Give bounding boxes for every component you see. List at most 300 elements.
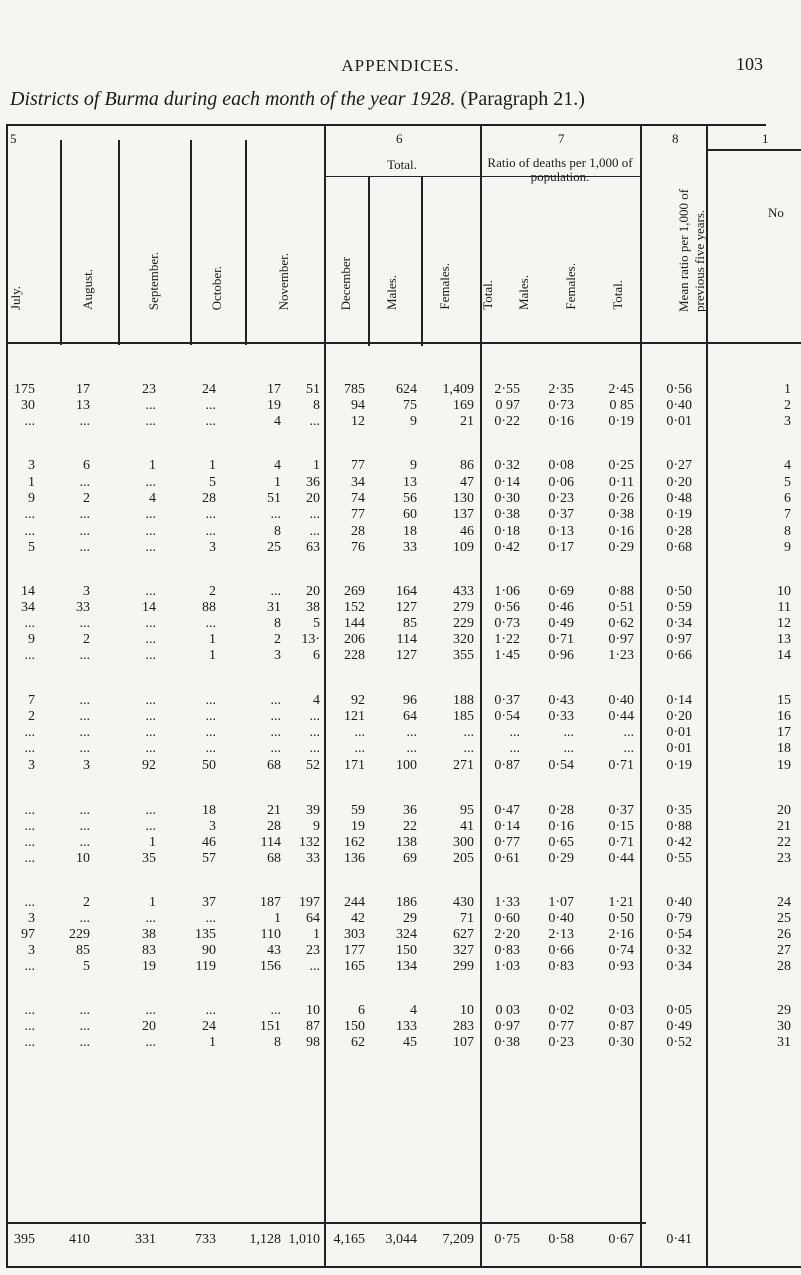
table-cell: 19	[267, 398, 281, 413]
table-cell: 114	[396, 632, 417, 647]
table-row	[0, 959, 801, 979]
row-number: 18	[777, 741, 791, 756]
table-cell: 324	[396, 927, 417, 942]
row-number: 19	[777, 758, 791, 773]
table-cell: 64	[403, 709, 417, 724]
table-cell: 43	[267, 943, 281, 958]
total-cell: 410	[69, 1232, 90, 1247]
table-cell: 177	[344, 943, 365, 958]
total-cell: 3,044	[385, 1232, 417, 1247]
table-cell: ...	[205, 616, 216, 631]
table-row	[0, 540, 801, 560]
table-cell: 1·22	[494, 632, 520, 647]
table-cell: 60	[403, 507, 417, 522]
table-cell: 0·88	[666, 819, 692, 834]
table-cell: 3	[209, 819, 216, 834]
table-cell: 71	[460, 911, 474, 926]
table-cell: 12	[351, 414, 365, 429]
table-cell: 0·29	[608, 540, 634, 555]
table-cell: 8	[313, 398, 320, 413]
table-cell: ...	[309, 524, 320, 539]
row-number: 4	[784, 458, 791, 473]
table-cell: 206	[344, 632, 365, 647]
table-cell: ...	[145, 1035, 156, 1050]
col-rule	[368, 176, 370, 346]
table-cell: 197	[299, 895, 320, 910]
row-number: 31	[777, 1035, 791, 1050]
table-cell: ...	[309, 709, 320, 724]
table-cell: 171	[344, 758, 365, 773]
table-cell: ...	[79, 725, 90, 740]
table-cell: 134	[396, 959, 417, 974]
table-cell: 0·44	[608, 851, 634, 866]
col-header-november: November.	[276, 252, 291, 310]
row-number: 6	[784, 491, 791, 506]
table-cell: 2·20	[494, 927, 520, 942]
table-cell: 57	[202, 851, 216, 866]
table-cell: 33	[306, 851, 320, 866]
table-cell: 109	[453, 540, 474, 555]
table-title	[10, 88, 585, 111]
row-number: 25	[777, 911, 791, 926]
table-cell: 19	[351, 819, 365, 834]
total-cell: 7,209	[442, 1232, 474, 1247]
table-cell: 0·68	[666, 540, 692, 555]
table-cell: ...	[270, 709, 281, 724]
table-cell: 0·49	[548, 616, 574, 631]
row-number: 2	[784, 398, 791, 413]
table-cell: 188	[453, 693, 474, 708]
table-cell: ...	[79, 819, 90, 834]
table-cell: ...	[79, 1019, 90, 1034]
table-cell: ...	[24, 1003, 35, 1018]
table-cell: 3	[209, 540, 216, 555]
table-cell: 151	[260, 1019, 281, 1034]
table-cell: 2·55	[494, 382, 520, 397]
table-cell: 0·18	[494, 524, 520, 539]
col-header-december: December	[338, 256, 353, 310]
table-cell: 0·32	[494, 458, 520, 473]
table-cell: 121	[344, 709, 365, 724]
table-cell: 300	[453, 835, 474, 850]
table-row	[0, 1035, 801, 1055]
table-cell: 0·20	[666, 709, 692, 724]
table-cell: ...	[270, 725, 281, 740]
table-cell: 13	[403, 475, 417, 490]
total-cell: 395	[14, 1232, 35, 1247]
table-cell: 0·44	[608, 709, 634, 724]
table-cell: 0·77	[548, 1019, 574, 1034]
table-cell: ...	[354, 741, 365, 756]
table-cell: 5	[209, 475, 216, 490]
table-cell: 85	[403, 616, 417, 631]
table-cell: 137	[453, 507, 474, 522]
row-number: 1	[784, 382, 791, 397]
title-paragraph-ref: (Paragraph 21.)	[460, 88, 585, 110]
row-number: 22	[777, 835, 791, 850]
table-cell: 0·42	[666, 835, 692, 850]
table-cell: 1	[209, 1035, 216, 1050]
table-cell: 28	[202, 491, 216, 506]
col-header-july: July.	[8, 285, 23, 310]
table-cell: 2·35	[548, 382, 574, 397]
table-cell: 0·01	[666, 414, 692, 429]
table-cell: 0·46	[548, 600, 574, 615]
total-cell: 1,128	[249, 1232, 281, 1247]
column-number: 1	[762, 131, 769, 146]
table-cell: ...	[270, 507, 281, 522]
table-cell: ...	[145, 803, 156, 818]
table-cell: 1	[209, 632, 216, 647]
table-cell: 9	[28, 632, 35, 647]
table-cell: ...	[24, 648, 35, 663]
table-cell: 100	[396, 758, 417, 773]
table-cell: 45	[403, 1035, 417, 1050]
table-cell: 0·60	[494, 911, 520, 926]
table-cell: 9	[410, 414, 417, 429]
row-number: 15	[777, 693, 791, 708]
table-cell: ...	[79, 540, 90, 555]
group-header-ratio: Ratio of deaths per 1,000 of population.	[487, 155, 633, 184]
table-cell: ...	[24, 803, 35, 818]
running-header: APPENDICES.	[341, 56, 460, 75]
table-cell: 68	[267, 758, 281, 773]
table-cell: 0·65	[548, 835, 574, 850]
table-cell: 133	[396, 1019, 417, 1034]
table-cell: 50	[202, 758, 216, 773]
table-cell: ...	[309, 725, 320, 740]
table-cell: 0·37	[494, 693, 520, 708]
table-cell: 271	[453, 758, 474, 773]
table-cell: 0·96	[548, 648, 574, 663]
table-cell: 46	[460, 524, 474, 539]
table-cell: 25	[267, 540, 281, 555]
top-rule	[6, 124, 766, 126]
table-cell: 127	[396, 600, 417, 615]
table-cell: 68	[267, 851, 281, 866]
table-cell: 0·16	[548, 414, 574, 429]
table-cell: 20	[306, 584, 320, 599]
table-cell: 627	[453, 927, 474, 942]
col-header-september: September.	[146, 251, 161, 310]
table-cell: 0·01	[666, 741, 692, 756]
row-number: 29	[777, 1003, 791, 1018]
row-number: 7	[784, 507, 791, 522]
table-cell: 0·40	[608, 693, 634, 708]
table-cell: 0·66	[666, 648, 692, 663]
col-header-males-ratio: Males.	[516, 274, 531, 310]
table-cell: 3	[83, 584, 90, 599]
table-cell: ...	[79, 835, 90, 850]
table-cell: 97	[21, 927, 35, 942]
table-cell: 0·28	[666, 524, 692, 539]
col-header-no: No	[768, 205, 784, 220]
row-number: 30	[777, 1019, 791, 1034]
header-rule	[6, 342, 801, 344]
table-cell: 303	[344, 927, 365, 942]
table-cell: 0·51	[608, 600, 634, 615]
totals-row	[0, 1232, 801, 1252]
table-cell: 95	[460, 803, 474, 818]
table-cell: 162	[344, 835, 365, 850]
table-cell: 18	[403, 524, 417, 539]
table-cell: 6	[83, 458, 90, 473]
table-cell: 35	[142, 851, 156, 866]
table-cell: 0·30	[494, 491, 520, 506]
table-cell: 186	[396, 895, 417, 910]
table-cell: 9	[410, 458, 417, 473]
table-cell: 144	[344, 616, 365, 631]
table-cell: 0·52	[666, 1035, 692, 1050]
table-cell: 8	[274, 524, 281, 539]
table-cell: 0 97	[495, 398, 520, 413]
table-cell: 327	[453, 943, 474, 958]
table-cell: ...	[309, 741, 320, 756]
table-cell: 0·79	[666, 911, 692, 926]
table-cell: 0·19	[666, 507, 692, 522]
table-cell: 164	[396, 584, 417, 599]
table-cell: 28	[351, 524, 365, 539]
table-cell: ...	[205, 911, 216, 926]
table-cell: ...	[270, 741, 281, 756]
table-cell: 1·45	[494, 648, 520, 663]
row-number: 24	[777, 895, 791, 910]
table-cell: 31	[267, 600, 281, 615]
table-row	[0, 414, 801, 434]
table-cell: 119	[195, 959, 216, 974]
table-cell: 33	[403, 540, 417, 555]
table-cell: 433	[453, 584, 474, 599]
row-number: 13	[777, 632, 791, 647]
table-cell: 14	[21, 584, 35, 599]
table-row	[0, 851, 801, 871]
table-cell: 0·56	[494, 600, 520, 615]
table-cell: 10	[460, 1003, 474, 1018]
table-cell: 320	[453, 632, 474, 647]
table-cell: 0·59	[666, 600, 692, 615]
table-cell: 3	[83, 758, 90, 773]
table-cell: ...	[145, 725, 156, 740]
total-cell: 733	[195, 1232, 216, 1247]
table-cell: ...	[79, 803, 90, 818]
table-cell: ...	[463, 741, 474, 756]
row-number: 5	[784, 475, 791, 490]
table-row	[0, 758, 801, 778]
table-cell: ...	[24, 414, 35, 429]
table-cell: ...	[24, 895, 35, 910]
table-cell: 5	[28, 540, 35, 555]
table-cell: 0·87	[608, 1019, 634, 1034]
table-cell: 21	[460, 414, 474, 429]
table-cell: ...	[270, 584, 281, 599]
table-cell: 0·19	[608, 414, 634, 429]
table-cell: 1·06	[494, 584, 520, 599]
row-number: 27	[777, 943, 791, 958]
table-cell: 18	[202, 803, 216, 818]
col-header-mean-ratio: Mean ratio per 1,000 of previous five years.	[676, 188, 707, 312]
table-cell: ...	[24, 741, 35, 756]
table-cell: 10	[76, 851, 90, 866]
table-cell: 0·77	[494, 835, 520, 850]
table-cell: 0·34	[666, 616, 692, 631]
table-cell: 20	[306, 491, 320, 506]
table-cell: 3	[28, 943, 35, 958]
table-cell: 0·15	[608, 819, 634, 834]
table-cell: 430	[453, 895, 474, 910]
table-cell: 29	[403, 911, 417, 926]
table-cell: ...	[406, 725, 417, 740]
table-cell: 0·71	[608, 835, 634, 850]
group-header-total: Total.	[387, 157, 417, 172]
total-cell: 331	[135, 1232, 156, 1247]
table-cell: 0·40	[548, 911, 574, 926]
table-cell: 36	[306, 475, 320, 490]
table-cell: 0·54	[494, 709, 520, 724]
table-cell: ...	[79, 524, 90, 539]
col-header-males-total: Males.	[384, 274, 399, 310]
table-cell: 75	[403, 398, 417, 413]
table-cell: 0·14	[666, 693, 692, 708]
table-cell: 0·66	[548, 943, 574, 958]
table-cell: 3	[28, 758, 35, 773]
table-cell: 0·22	[494, 414, 520, 429]
table-cell: 9	[313, 819, 320, 834]
row-number: 16	[777, 709, 791, 724]
table-cell: 64	[306, 911, 320, 926]
table-cell: ...	[205, 524, 216, 539]
table-cell: 77	[351, 458, 365, 473]
table-cell: ...	[145, 524, 156, 539]
table-cell: ...	[24, 851, 35, 866]
table-cell: 85	[76, 943, 90, 958]
table-cell: 33	[76, 600, 90, 615]
table-cell: 0·62	[608, 616, 634, 631]
table-cell: 52	[306, 758, 320, 773]
table-cell: ...	[145, 584, 156, 599]
table-cell: 36	[403, 803, 417, 818]
table-cell: 0·02	[548, 1003, 574, 1018]
table-cell: ...	[309, 959, 320, 974]
col-rule	[245, 140, 247, 345]
table-cell: ...	[205, 1003, 216, 1018]
table-cell: 150	[396, 943, 417, 958]
table-cell: ...	[623, 725, 634, 740]
table-cell: 7	[28, 693, 35, 708]
table-cell: 20	[142, 1019, 156, 1034]
title-text: Districts of Burma during each month of the year 1928.	[10, 88, 456, 110]
table-cell: 1	[209, 458, 216, 473]
table-cell: 150	[344, 1019, 365, 1034]
table-cell: ...	[463, 725, 474, 740]
table-cell: 13	[76, 398, 90, 413]
table-cell: 0 03	[495, 1003, 520, 1018]
table-cell: ...	[205, 414, 216, 429]
table-cell: 0·17	[548, 540, 574, 555]
table-cell: 0·83	[494, 943, 520, 958]
table-cell: 23	[142, 382, 156, 397]
table-cell: 24	[202, 1019, 216, 1034]
table-cell: 0·25	[608, 458, 634, 473]
table-cell: ...	[24, 1019, 35, 1034]
table-cell: 1	[313, 927, 320, 942]
table-cell: 0·06	[548, 475, 574, 490]
table-cell: 4	[274, 458, 281, 473]
table-cell: 1·33	[494, 895, 520, 910]
table-cell: 10	[306, 1003, 320, 1018]
table-cell: 17	[76, 382, 90, 397]
table-cell: 42	[351, 911, 365, 926]
table-cell: 0·11	[608, 475, 634, 490]
table-cell: ...	[145, 414, 156, 429]
table-cell: ...	[24, 1035, 35, 1050]
table-cell: 2	[28, 709, 35, 724]
table-cell: ...	[79, 616, 90, 631]
row-number: 8	[784, 524, 791, 539]
table-cell: 4	[410, 1003, 417, 1018]
table-cell: 283	[453, 1019, 474, 1034]
col-rule	[118, 140, 120, 345]
table-cell: ...	[24, 959, 35, 974]
table-cell: 152	[344, 600, 365, 615]
table-cell: 127	[396, 648, 417, 663]
table-cell: 0·32	[666, 943, 692, 958]
table-cell: 0·13	[548, 524, 574, 539]
col-header-august: August.	[80, 269, 95, 310]
table-cell: ...	[205, 507, 216, 522]
table-cell: 107	[453, 1035, 474, 1050]
table-cell: 1	[274, 475, 281, 490]
table-cell: 0·34	[666, 959, 692, 974]
table-cell: 0·40	[666, 398, 692, 413]
table-cell: 1,409	[442, 382, 474, 397]
col-header-females-total: Females.	[437, 263, 452, 310]
table-cell: 169	[453, 398, 474, 413]
table-cell: 24	[202, 382, 216, 397]
table-cell: ...	[79, 507, 90, 522]
table-cell: ...	[509, 725, 520, 740]
column-number: 7	[558, 131, 565, 146]
table-cell: 0·28	[548, 803, 574, 818]
table-cell: 0·93	[608, 959, 634, 974]
table-cell: 63	[306, 540, 320, 555]
table-cell: 205	[453, 851, 474, 866]
table-cell: 0·50	[666, 584, 692, 599]
table-cell: 0·50	[608, 911, 634, 926]
table-cell: 279	[453, 600, 474, 615]
table-cell: 0·01	[666, 725, 692, 740]
total-cell: 0·41	[666, 1232, 692, 1247]
row-number: 20	[777, 803, 791, 818]
table-cell: ...	[24, 819, 35, 834]
table-cell: 8	[274, 1035, 281, 1050]
row-number: 3	[784, 414, 791, 429]
table-cell: ...	[145, 648, 156, 663]
table-cell: ...	[145, 741, 156, 756]
column-number: 6	[396, 131, 403, 146]
table-cell: 0·23	[548, 1035, 574, 1050]
table-cell: 4	[274, 414, 281, 429]
row-number: 9	[784, 540, 791, 555]
table-cell: 136	[344, 851, 365, 866]
table-cell: ...	[309, 507, 320, 522]
total-cell: 0·67	[608, 1232, 634, 1247]
table-cell: 0·54	[548, 758, 574, 773]
col-rule	[421, 176, 423, 346]
column-number: 5	[10, 131, 17, 146]
table-cell: 187	[260, 895, 281, 910]
table-cell: 0·54	[666, 927, 692, 942]
table-cell: 2·45	[608, 382, 634, 397]
